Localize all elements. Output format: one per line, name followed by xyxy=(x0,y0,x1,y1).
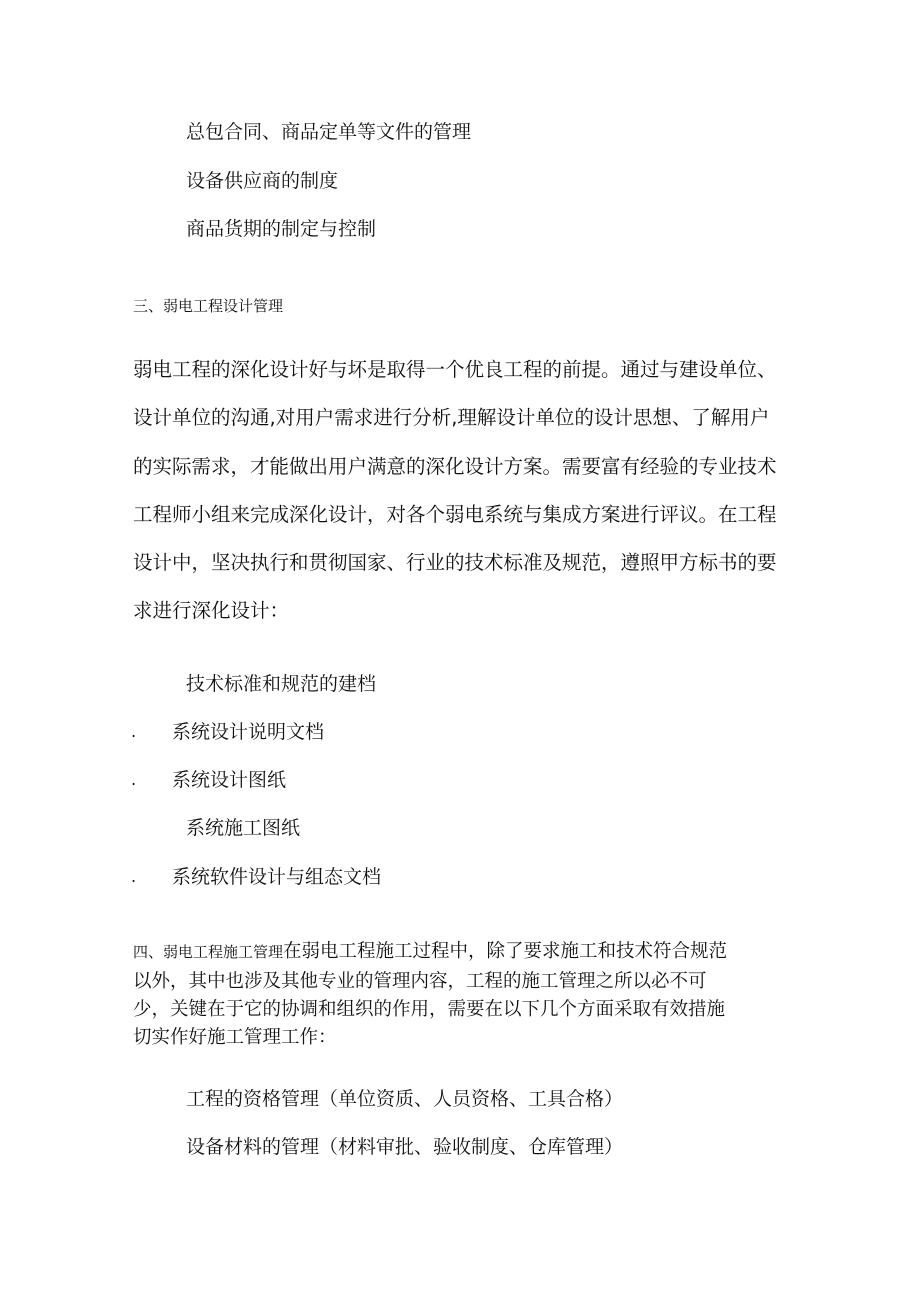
paragraph-line: 设计中，坚决执行和贯彻国家、行业的技术标准及规范，遵照甲方标书的要 xyxy=(133,551,777,574)
paragraph-line: 切实作好施工管理工作： xyxy=(133,1027,337,1048)
paragraph-line: 设计单位的沟通,对用户需求进行分析,理解设计单位的设计思想、了解用户 xyxy=(133,406,770,429)
list-item: 系统软件设计与组态文档 xyxy=(172,866,382,888)
list-item: 技术标准和规范的建档 xyxy=(186,673,377,695)
list-item: 商品货期的制定与控制 xyxy=(186,218,377,240)
paragraph-line xyxy=(133,940,727,964)
section-heading: 四、弱电工程施工管理 xyxy=(133,943,284,961)
list-item: 系统设计说明文档 xyxy=(172,721,325,743)
paragraph-line: 工程师小组来完成深化设计，对各个弱电系统与集成方案进行评议。在工程 xyxy=(133,503,777,526)
list-item: 设备供应商的制度 xyxy=(186,170,339,192)
list-item: 设备材料的管理（材料审批、验收制度、仓库管理） xyxy=(186,1136,624,1158)
paragraph-text: 在弱电工程施工过程中，除了要求施工和技术符合规范 xyxy=(283,941,728,962)
list-item: 总包合同、商品定单等文件的管理 xyxy=(186,121,472,143)
bullet-dot: . xyxy=(131,722,137,741)
paragraph-line: 的实际需求，才能做出用户满意的深化设计方案。需要富有经验的专业技术 xyxy=(133,455,777,478)
list-item: 工程的资格管理（单位资质、人员资格、工具合格） xyxy=(186,1088,624,1110)
paragraph-line: 少，关键在于它的协调和组织的作用，需要在以下几个方面采取有效措施 xyxy=(133,999,726,1020)
paragraph-line: 弱电工程的深化设计好与坏是取得一个优良工程的前提。通过与建设单位、 xyxy=(133,358,777,381)
list-item: 系统施工图纸 xyxy=(186,817,301,839)
paragraph-line: 求进行深化设计： xyxy=(133,599,290,622)
bullet-dot: . xyxy=(131,867,137,886)
section-heading: 三、弱电工程设计管理 xyxy=(133,297,284,315)
list-item: 系统设计图纸 xyxy=(172,769,287,791)
paragraph-line: 以外，其中也涉及其他专业的管理内容，工程的施工管理之所以必不可 xyxy=(133,971,707,992)
bullet-dot: . xyxy=(131,770,137,789)
